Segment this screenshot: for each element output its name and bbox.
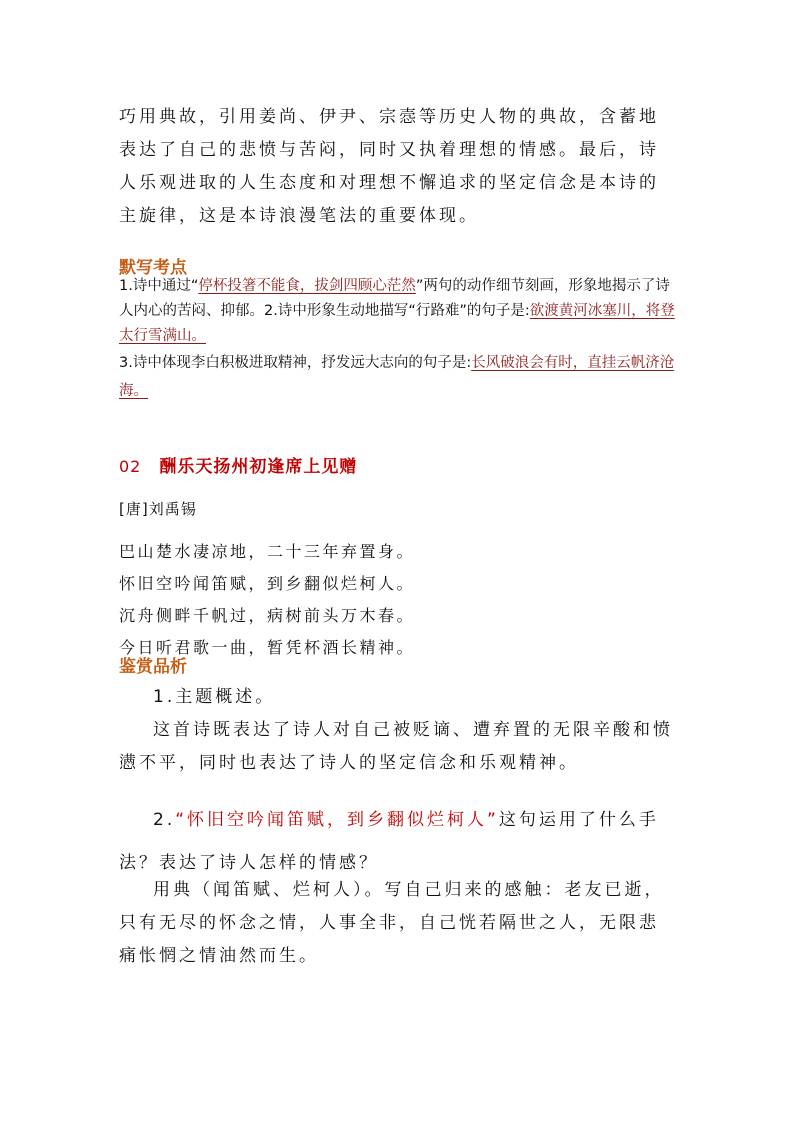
- appreciation-q2-prefix: 2.: [153, 810, 176, 830]
- poem2-line-1: 巴山楚水凄凉地，二十三年弃置身。: [119, 542, 416, 561]
- appreciation-a2-text: 用典（闻笛赋、烂柯人）。写自己归来的感触：老友已逝，只有无尽的怀念之情，人事全非，自己恍若隔世之人，无限悲痛怅惘之情油然而生。: [119, 880, 665, 966]
- dictation-item3-prefix: 3.诗中体现李白积极进取精神，抒发远大志向的句子是:: [119, 355, 472, 371]
- poem2-body: [119, 536, 675, 664]
- poem2-line-4: 今日听君歌一曲，暂凭杯酒长精神。: [119, 638, 416, 657]
- dictation-heading: 默写考点: [119, 258, 187, 278]
- dictation-item3-answer: 长风破浪会有时，直挂云帆济沧海。: [119, 355, 675, 399]
- poem2-title: 酬乐天扬州初逢席上见赠: [159, 457, 358, 477]
- poem2-title-row: [119, 455, 675, 479]
- appreciation-p1-label: 1.主题概述。: [153, 687, 276, 707]
- dictation-item2-answer: 欲渡黄河冰塞川，将登太行雪满山。: [119, 303, 675, 344]
- appreciation-heading: 鉴赏品析: [119, 657, 187, 677]
- dictation-item2-prefix: 2.诗中形象生动地描写“行路难”的句子是:: [264, 303, 530, 319]
- dictation-items-1-2: [119, 274, 675, 349]
- appreciation-q2-quote: “怀旧空吟闻笛赋，到乡翻似烂柯人”: [175, 810, 499, 830]
- dictation-item1-prefix: 1.诗中通过“: [119, 278, 199, 294]
- poem2-line-2: 怀旧空吟闻笛赋，到乡翻似烂柯人。: [119, 574, 416, 593]
- appreciation-p1-text: 这首诗既表达了诗人对自己被贬谪、遭弃置的无限辛酸和愤懑不平，同时也表达了诗人的坚定信念和乐观精神。: [119, 720, 673, 773]
- dictation-item1-answer: 停杯投箸不能食，拔剑四顾心茫然: [198, 278, 416, 294]
- appreciation-q2: [119, 799, 675, 885]
- dictation-item1-suffix: ”两句的动作细节刻画，形象地揭示了诗人内心的苦闷、抑郁。: [119, 278, 670, 319]
- poem2-number: 02: [119, 457, 142, 476]
- dictation-item-3: [119, 349, 675, 405]
- poem2-author: [唐]刘禹锡: [119, 500, 197, 518]
- poem2-line-3: 沉舟侧畔千帆过，病树前头万木春。: [119, 606, 416, 625]
- appreciation-q2-text: 这句运用了什么手法？表达了诗人怎样的情感？: [119, 810, 659, 873]
- intro-paragraph: 巧用典故，引用姜尚、伊尹、宗悫等历史人物的典故，含蓄地表达了自己的悲愤与苦闷，同时又执着理想的情感。最后，诗人乐观进取的人生态度和对理想不懈追求的坚定信念是本诗的主旋律，这是本诗浪漫笔法的重要体现。: [119, 107, 659, 226]
